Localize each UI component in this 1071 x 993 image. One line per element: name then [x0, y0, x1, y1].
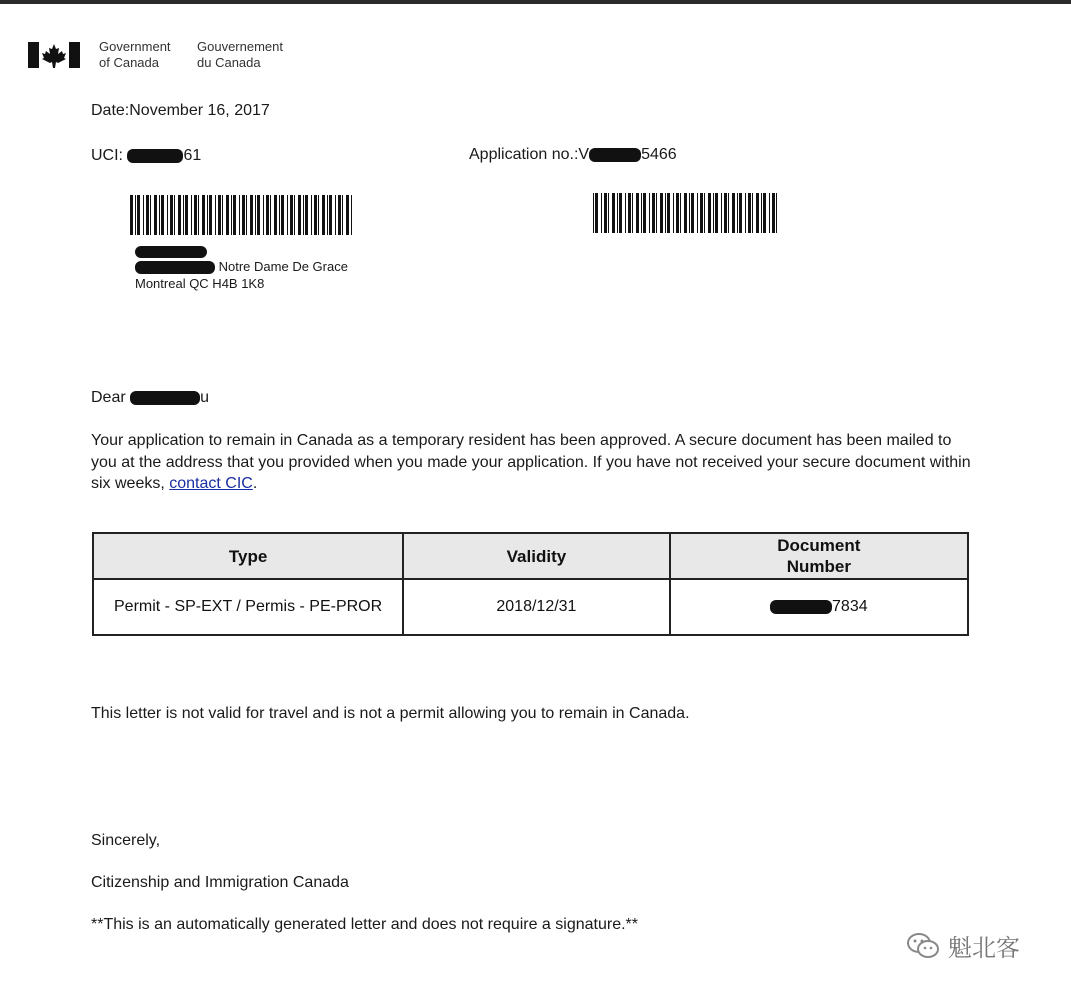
canada-flag-icon	[28, 42, 80, 68]
cell-type: Permit - SP-EXT / Permis - PE-PROR	[93, 579, 403, 635]
redaction-mark	[135, 261, 215, 274]
watermark-text: 魁北客	[948, 935, 1020, 962]
redaction-mark	[135, 246, 207, 258]
sender: Citizenship and Immigration Canada	[91, 874, 349, 891]
uci-label: UCI:	[91, 147, 123, 164]
redaction-mark	[127, 149, 183, 163]
header-document-number	[670, 533, 968, 579]
uci-barcode	[130, 195, 355, 235]
redaction-mark	[770, 600, 832, 614]
watermark	[906, 928, 1020, 963]
approval-period: .	[252, 475, 258, 492]
salutation	[91, 389, 209, 407]
redaction-mark	[589, 148, 641, 162]
cell-document-number	[670, 579, 968, 635]
salutation-suffix: u	[200, 389, 210, 406]
document-suffix: 7834	[832, 598, 868, 615]
date-value: November 16, 2017	[129, 102, 270, 119]
application-barcode	[593, 193, 780, 233]
address-name	[135, 243, 207, 258]
gov-fr-line2: du Canada	[197, 55, 261, 70]
address-line2: Montreal QC H4B 1K8	[135, 276, 265, 291]
header-type: Type	[93, 533, 403, 579]
gov-fr-line1: Gouvernement	[197, 39, 283, 54]
permit-table	[92, 532, 969, 636]
wechat-icon	[906, 932, 940, 960]
uci-line	[91, 147, 201, 165]
application-line	[469, 146, 677, 164]
application-prefix: V	[578, 146, 590, 163]
salutation-text: Dear	[91, 389, 126, 406]
gov-english-wordmark	[99, 39, 171, 71]
cell-validity: 2018/12/31	[403, 579, 669, 635]
approval-paragraph	[91, 430, 971, 495]
address-line1	[135, 259, 348, 274]
table-header-row	[93, 533, 968, 579]
auto-generated-note: **This is an automatically generated letter and does not require a signature.**	[91, 916, 638, 933]
address-street: Notre Dame De Grace	[218, 259, 348, 274]
header-document: Document	[777, 536, 861, 555]
header-validity: Validity	[403, 533, 669, 579]
table-row	[93, 579, 968, 635]
closing: Sincerely,	[91, 832, 161, 849]
gov-en-line2: of Canada	[99, 55, 159, 70]
date-label: Date:	[91, 102, 130, 119]
application-suffix: 5466	[641, 146, 677, 163]
application-label: Application no.:	[469, 146, 579, 163]
gov-french-wordmark	[197, 39, 283, 71]
approval-text: Your application to remain in Canada as a temporary resident has been approved. A secure document has been mailed to you at the address that you provided when you made your application. If you have not received your secure document within six weeks,	[91, 432, 971, 492]
header-number: Number	[786, 557, 851, 576]
gov-en-line1: Government	[99, 39, 171, 54]
date-line	[91, 102, 270, 120]
contact-cic-link[interactable]: contact CIC	[169, 475, 253, 492]
top-border	[0, 0, 1071, 4]
uci-suffix: 61	[183, 147, 202, 164]
redaction-mark	[130, 391, 200, 405]
travel-note: This letter is not valid for travel and is not a permit allowing you to remain in Canada.	[91, 705, 690, 722]
